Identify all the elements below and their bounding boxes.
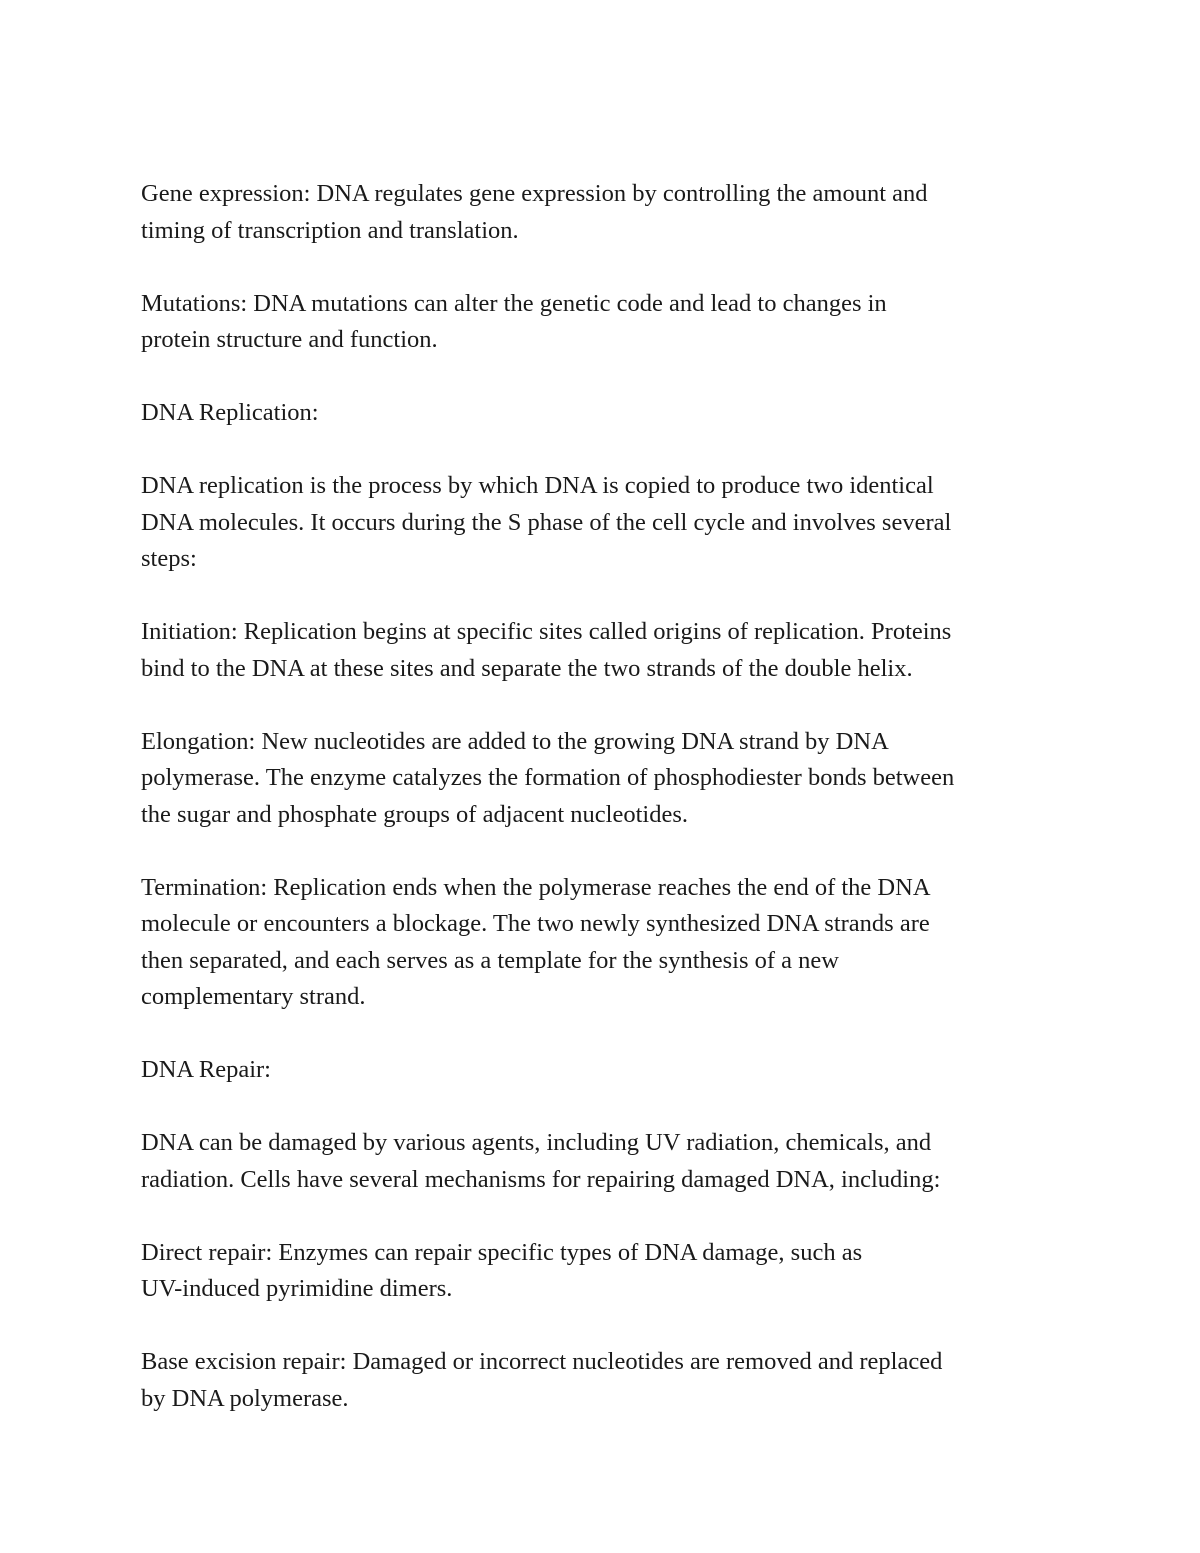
paragraph-gene-expression xyxy=(141,176,1071,249)
text-line: DNA Replication: xyxy=(141,399,319,426)
text-line: DNA molecules. It occurs during the S phase of the cell cycle and involves several xyxy=(141,508,952,536)
text-line: polymerase. The enzyme catalyzes the formation of phosphodiester bonds between xyxy=(141,764,955,791)
paragraph-elongation xyxy=(141,724,1071,834)
paragraph-termination xyxy=(141,870,1071,1016)
paragraph-direct-repair xyxy=(141,1235,1071,1308)
text-line: by DNA polymerase. xyxy=(141,1384,349,1412)
text-line: radiation. Cells have several mechanisms for repairing damaged DNA, including: xyxy=(141,1165,941,1193)
paragraph-initiation xyxy=(141,614,1071,687)
text-line: Mutations: DNA mutations can alter the genetic code and lead to changes in xyxy=(141,289,887,317)
heading-dna-repair xyxy=(141,1052,1071,1089)
text-line: the sugar and phosphate groups of adjacent nucleotides. xyxy=(141,800,689,828)
text-line: UV-induced pyrimidine dimers. xyxy=(141,1275,453,1302)
document-body xyxy=(141,176,1071,1454)
text-line: Termination: Replication ends when the polymerase reaches the end of the DNA xyxy=(141,873,931,901)
paragraph-mutations xyxy=(141,286,1071,359)
paragraph-base-excision-repair xyxy=(141,1344,1071,1417)
text-line: bind to the DNA at these sites and separate the two strands of the double helix. xyxy=(141,654,913,682)
text-line: Elongation: New nucleotides are added to the growing DNA strand by DNA xyxy=(141,727,889,755)
text-line: then separated, and each serves as a template for the synthesis of a new xyxy=(141,946,839,974)
text-line: molecule or encounters a blockage. The two newly synthesized DNA strands are xyxy=(141,910,930,937)
text-line: DNA Repair: xyxy=(141,1056,271,1083)
text-line: steps: xyxy=(141,545,197,572)
paragraph-replication-intro xyxy=(141,468,1071,578)
text-line: Initiation: Replication begins at specific sites called origins of replication. Proteins xyxy=(141,618,952,645)
text-line: protein structure and function. xyxy=(141,326,438,353)
heading-dna-replication xyxy=(141,395,1071,432)
text-line: Base excision repair: Damaged or incorrect nucleotides are removed and replaced xyxy=(141,1348,943,1375)
text-line: DNA can be damaged by various agents, including UV radiation, chemicals, and xyxy=(141,1129,932,1156)
text-line: DNA replication is the process by which DNA is copied to produce two identical xyxy=(141,472,934,499)
text-line: timing of transcription and translation. xyxy=(141,216,519,244)
text-line: Direct repair: Enzymes can repair specific types of DNA damage, such as xyxy=(141,1238,863,1266)
text-line: Gene expression: DNA regulates gene expression by controlling the amount and xyxy=(141,180,928,207)
paragraph-repair-intro xyxy=(141,1125,1071,1198)
text-line: complementary strand. xyxy=(141,983,366,1010)
